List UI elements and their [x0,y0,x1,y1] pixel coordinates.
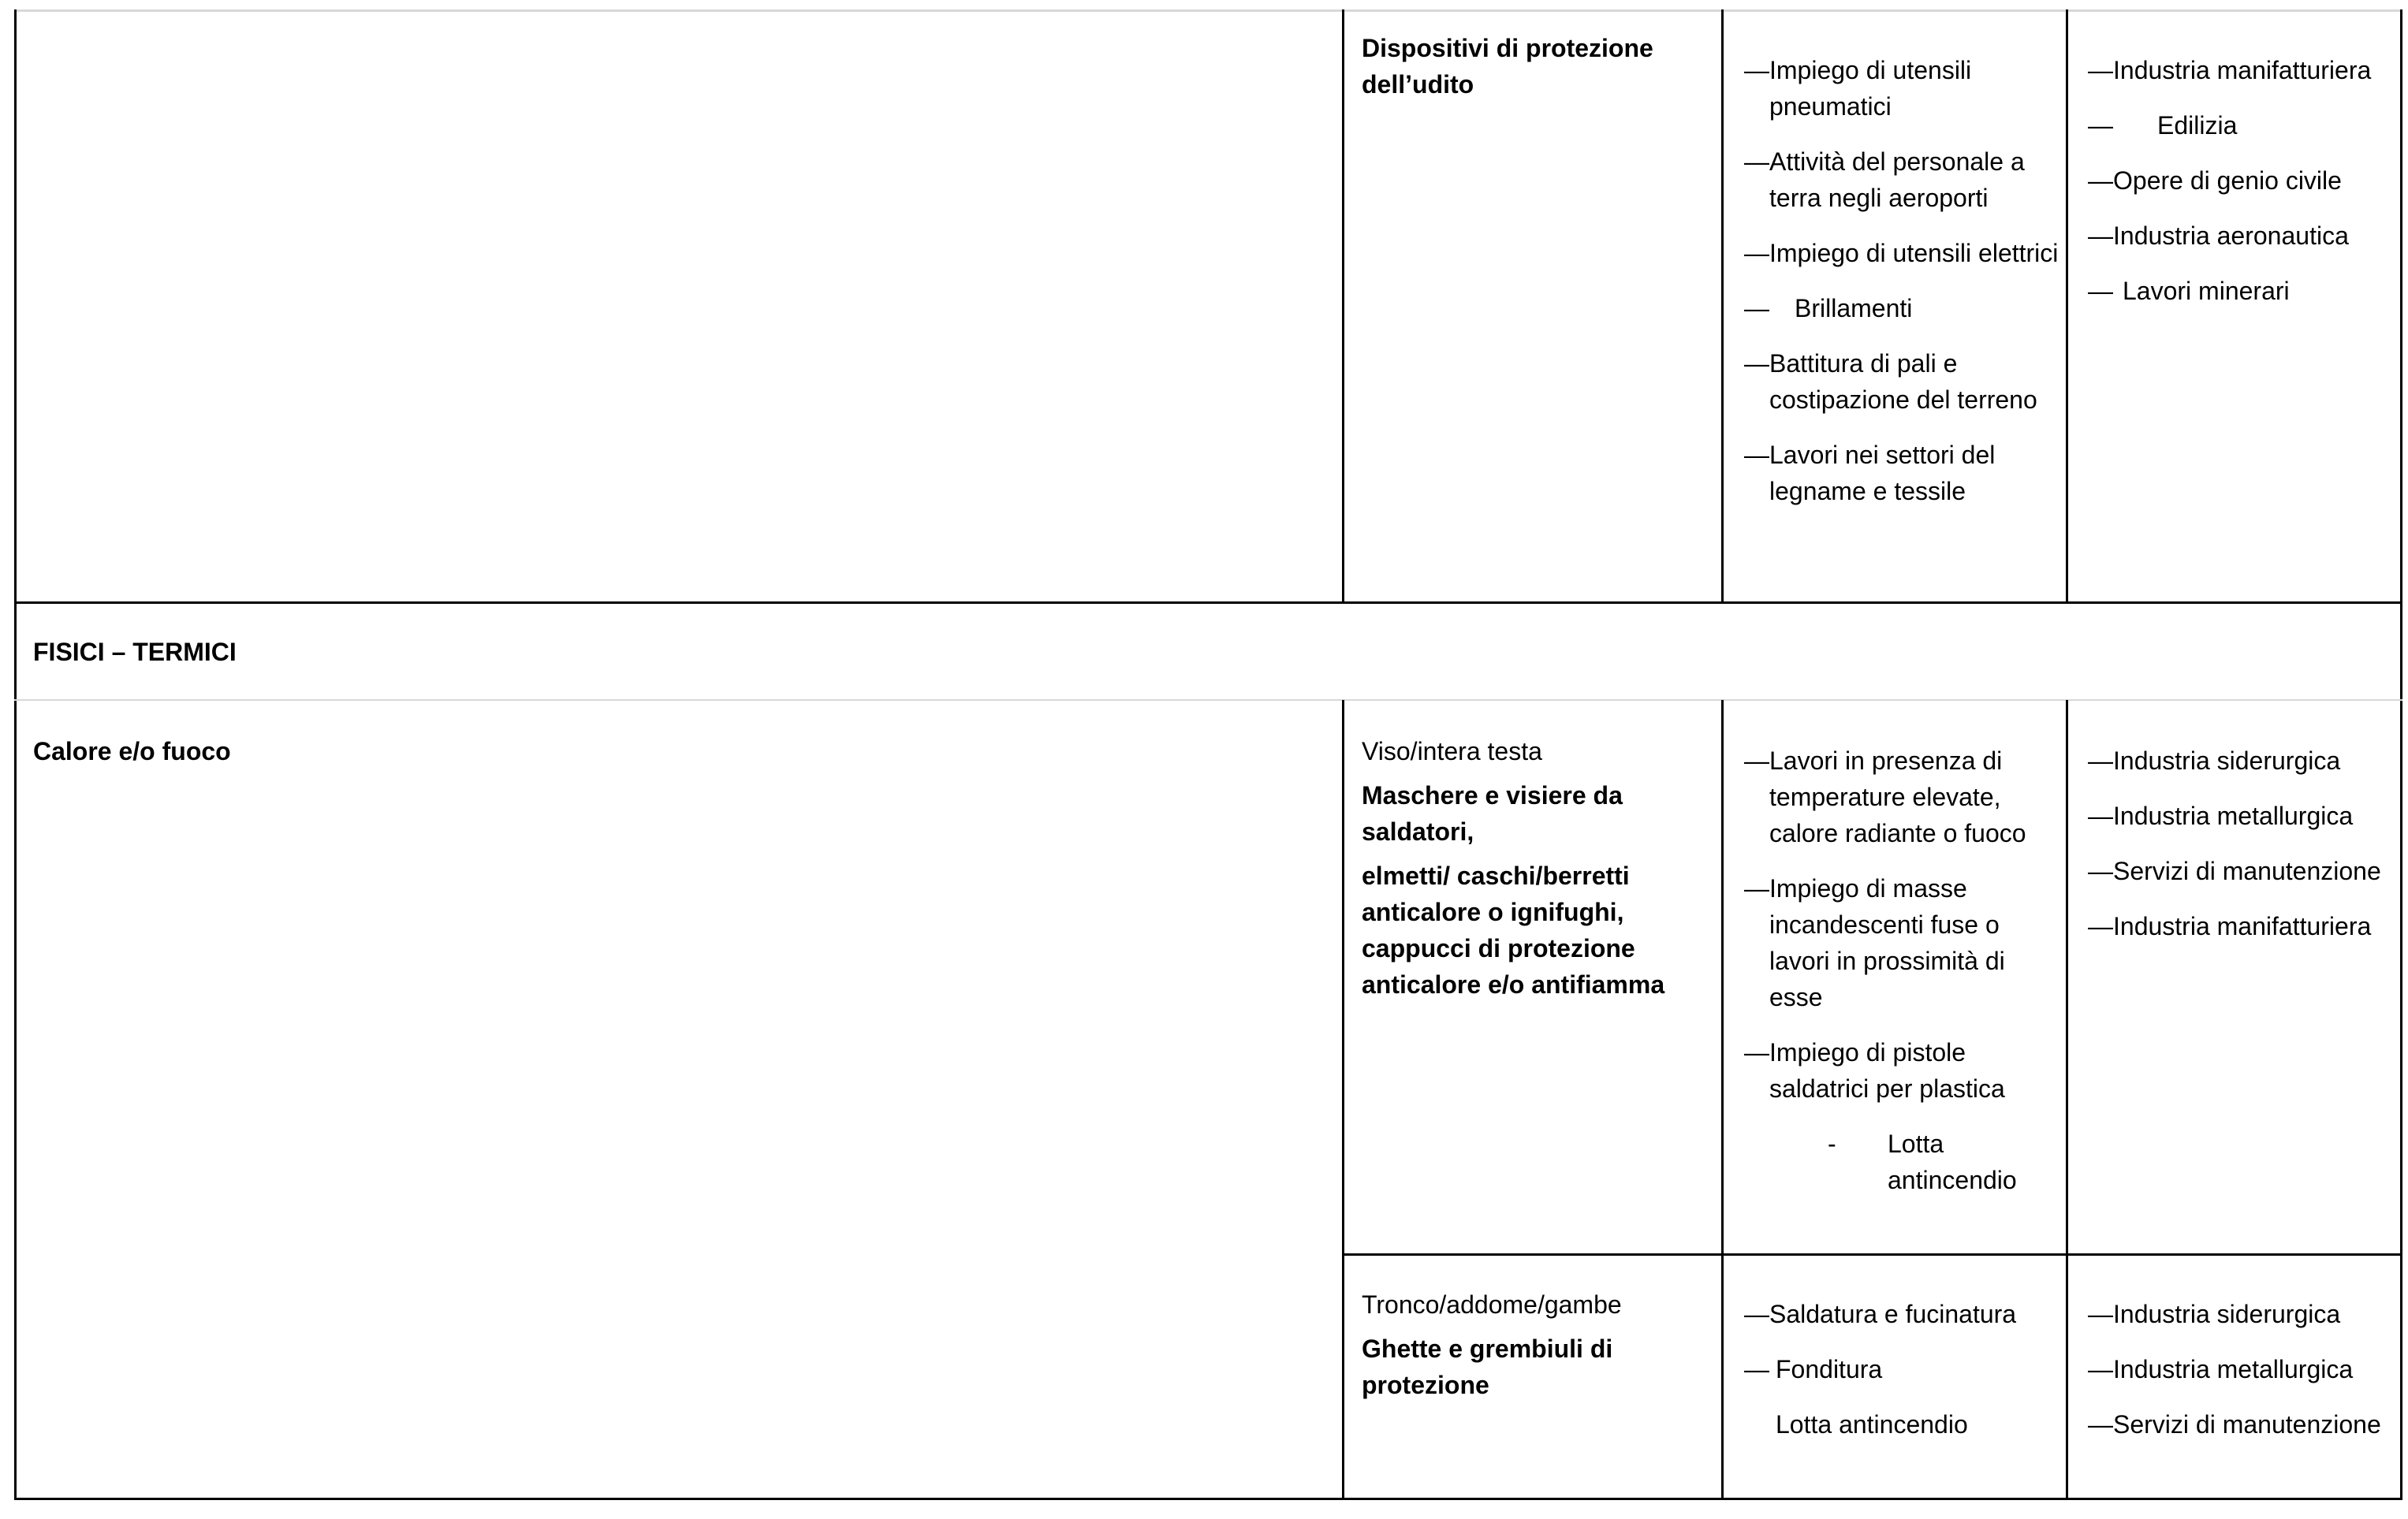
body-part-label: Viso/intera testa [1362,737,1542,765]
list-item-text: Impiego di utensili elettrici [1769,239,2059,267]
dpi-cell [1362,30,1709,102]
list-item-text: Industria siderurgica [2113,1300,2341,1328]
list-item-text: Servizi di manutenzione [2113,857,2381,885]
list-item-text: Opere di genio civile [2113,166,2342,195]
list-item [2088,1296,2395,1332]
body-part-cell [1362,733,1709,1003]
dash: — [2088,912,2113,940]
column-divider [2066,9,2068,602]
column-divider [1342,9,1344,602]
list-item-text: Lavori minerari [2123,277,2290,305]
list-item-text: Lotta antincendio [1776,1410,1968,1439]
list-item [2088,218,2395,254]
dash: — [2088,56,2113,84]
list-item-text: Industria manifatturiera [2113,912,2372,940]
dash: — [1744,1300,1769,1328]
row-divider [14,601,2402,604]
list-item-text: Saldatura e fucinatura [1769,1300,2017,1328]
list-item-text: Lotta antincendio [1888,1130,2017,1194]
section-heading: FISICI – TERMICI [33,638,237,666]
dash: — [1744,349,1769,378]
list-item [1744,1406,2059,1443]
list-item-text: Lavori nei settori del legname e tessile [1769,441,1996,505]
list-item [1744,290,2059,326]
list-item-text: Impiego di pistole saldatrici per plastica [1769,1038,2005,1103]
body-part-label: Tronco/addome/gambe [1362,1290,1622,1319]
list-item [1744,1126,2059,1198]
list-item-text: Industria metallurgica [2113,802,2354,830]
list-item [1744,1034,2059,1107]
list-item [1744,235,2059,271]
dpi-label: Dispositivi di protezione dell’udito [1362,34,1653,99]
column-divider [1721,9,1724,602]
row-divider [1342,1253,2402,1256]
list-item-text: Industria metallurgica [2113,1355,2354,1383]
list-item [1744,1351,2059,1387]
list-item-text: Industria aeronautica [2113,222,2349,250]
list-item-text: Impiego di utensili pneumatici [1769,56,1972,121]
dash: — [2088,1300,2113,1328]
list-item [1744,143,2059,216]
dash: — [1744,746,1769,775]
list-item [2088,1406,2395,1443]
dash: — [2088,166,2113,195]
list-item [2088,853,2395,889]
table-right-border [2400,9,2402,1500]
dash: — [2088,1355,2113,1383]
dash: — [1744,239,1769,267]
dash: — [2088,1410,2113,1439]
list-item [2088,1351,2395,1387]
dash: — [1744,56,1769,84]
column-divider [2066,700,2068,1500]
list-item-text: Battitura di pali e costipazione del terreno [1769,349,2037,414]
list-item [1744,345,2059,418]
list-item [2088,908,2395,944]
dash: — [1744,441,1769,469]
list-item [2088,107,2395,143]
dpi-label: Maschere e visiere da saldatori, [1362,781,1623,846]
list-item-text: Impiego di masse incandescenti fuse o lavori in prossimità di esse [1769,874,2005,1011]
dash: — [2088,111,2113,140]
activities-cell [1744,52,2059,528]
list-item-text: Attività del personale a terra negli aeroporti [1769,147,2025,212]
list-item [1744,870,2059,1015]
list-item-text: Industria manifatturiera [2113,56,2372,84]
column-divider [1342,700,1344,1500]
dash: — [2088,802,2113,830]
dash: — [1744,147,1769,176]
activities-cell [1744,1296,2059,1461]
list-item [2088,162,2395,199]
risk-label: Calore e/o fuoco [33,737,231,765]
dash: — [1744,1038,1769,1067]
list-item-text: Fonditura [1776,1355,1883,1383]
list-item-text: Edilizia [2157,111,2238,140]
dash: - [1828,1130,1836,1158]
list-item-text: Industria siderurgica [2113,746,2341,775]
sectors-cell [2088,743,2395,963]
list-item [2088,798,2395,834]
table-bottom-border [14,1498,2402,1500]
dpi-risk-table [14,9,2402,1500]
list-item [2088,743,2395,779]
activities-cell [1744,743,2059,1217]
dash: — [2088,222,2113,250]
list-item-text: Lavori in presenza di temperature elevate, calore radiante o fuoco [1769,746,2026,847]
table-top-border [14,9,2402,12]
list-item-text: Brillamenti [1795,294,1913,322]
dash: — [1744,1355,1769,1383]
dash: — [2088,746,2113,775]
dash: — [1744,294,1769,322]
dash: — [2088,277,2113,305]
list-item [2088,273,2395,309]
list-item-text: Servizi di manutenzione [2113,1410,2381,1439]
sectors-cell [2088,52,2395,328]
body-part-cell [1362,1286,1709,1403]
list-item [1744,743,2059,851]
column-divider [1721,700,1724,1500]
dpi-label: Ghette e grembiuli di protezione [1362,1335,1613,1399]
dpi-label: elmetti/ caschi/berretti anticalore o ignifughi, cappucci di protezione anticalore e/o antifiamma [1362,862,1665,999]
dash: — [2088,857,2113,885]
sectors-cell [2088,1296,2395,1461]
table-left-border [14,9,17,1500]
section-heading-divider [14,699,2402,701]
list-item [1744,52,2059,125]
list-item [1744,1296,2059,1332]
dash: — [1744,874,1769,903]
list-item [2088,52,2395,88]
list-item [1744,437,2059,509]
